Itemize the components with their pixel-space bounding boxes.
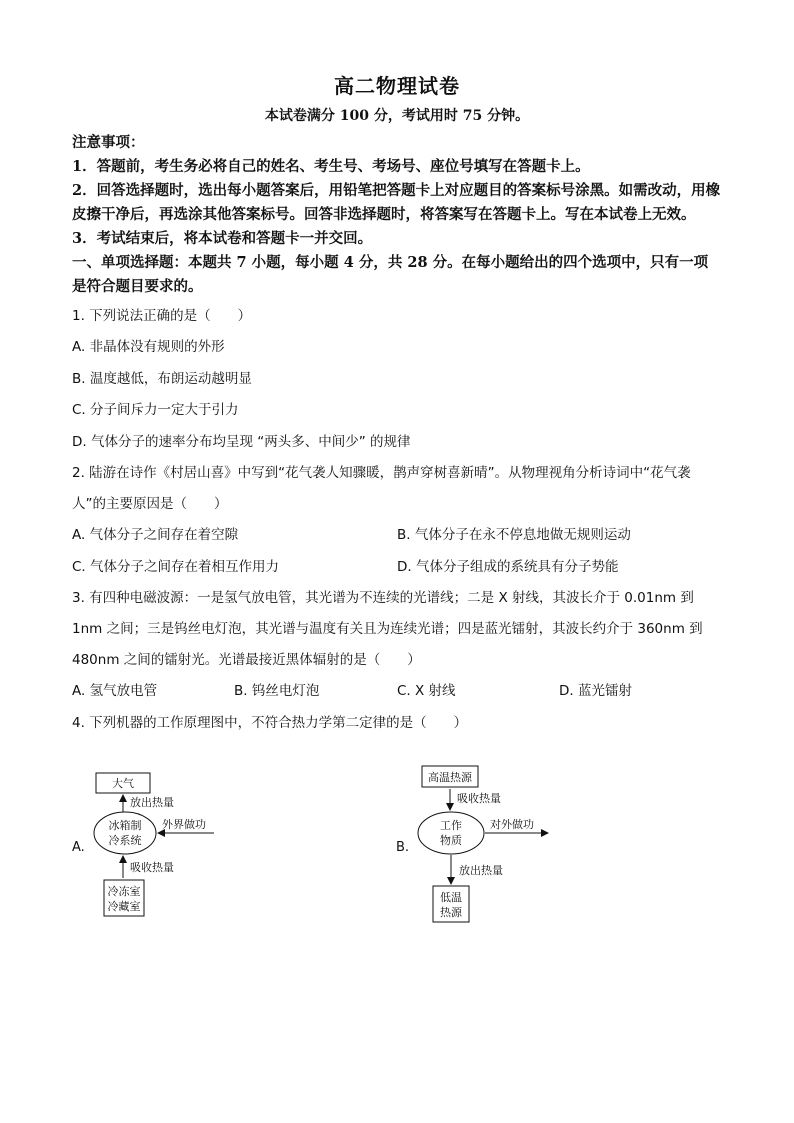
diagram-a-freezer-line1: 冷冻室 [107,885,141,898]
question-3-option-c[interactable]: C. X 射线 [397,683,456,699]
question-2-options-row-1 [72,520,722,552]
question-3-option-a[interactable]: A. 氢气放电管 [72,683,158,699]
question-3-options-row [72,676,722,708]
diagram-b-release-heat-text: 放出热量 [459,864,503,877]
diagram-b-label: B. [396,840,410,855]
diagram-a-work-text: 外界做功 [162,818,206,831]
section-heading: 一、单项选择题：本题共 7 小题，每小题 4 分，共 28 分。在每小题给出的四个选项中，只有一项是符合题目要求的。 [72,254,709,295]
question-2-option-a[interactable]: A. 气体分子之间存在着空隙 [72,527,239,543]
diagram-a-freezer-line2: 冷藏室 [107,900,141,913]
question-4-diagrams [0,760,794,960]
question-2-option-b[interactable]: B. 气体分子在永不停息地做无规则运动 [397,527,631,543]
diagram-b-working-substance-line1: 工作 [440,819,462,832]
notice-item: 1．答题前，考生务必将自己的姓名、考生号、考场号、座位号填写在答题卡上。 [72,158,590,175]
diagram-b[interactable] [396,766,548,922]
question-3-option-d[interactable]: D. 蓝光镭射 [559,683,632,699]
diagram-a-system-line2: 冷系统 [108,834,142,847]
question-2-option-c[interactable]: C. 气体分子之间存在着相互作用力 [72,558,280,575]
diagram-a-atmosphere-text: 大气 [112,777,134,790]
question-3-option-b[interactable]: B. 钨丝电灯泡 [234,683,320,699]
diagram-b-absorb-heat-text: 吸收热量 [457,792,501,805]
diagram-a-system-line1: 冰箱制 [108,819,142,832]
question-4-stem: 4. 下列机器的工作原理图中，不符合热力学第二定律的是（ ） [72,714,468,731]
question-1-stem: 1. 下列说法正确的是（ ） [72,308,252,324]
diagram-b-hot-source-text: 高温热源 [428,771,472,784]
exam-page [72,70,722,739]
diagram-b-working-substance-line2: 物质 [440,834,462,847]
diagram-b-work-text: 对外做功 [490,818,534,831]
notice-item: 3．考试结束后，将本试卷和答题卡一并交回。 [72,230,373,247]
question-1-option-a[interactable]: A. 非晶体没有规则的外形 [72,339,225,355]
notice-item: 2．回答选择题时，选出每小题答案后，用铅笔把答题卡上对应题目的答案标号涂黑。如需改动，用橡皮擦干净后，再选涂其他答案标号。回答非选择题时，将答案写在答题卡上。写在本试卷上无效。 [72,182,721,223]
question-2-stem: 2. 陆游在诗作《村居山喜》中写到“花气袭人知骤暖，鹊声穿树喜新晴”。从物理视角分析诗词中“花气袭人”的主要原因是（ ） [72,465,691,512]
question-1-option-d[interactable]: D. 气体分子的速率分布均呈现 “两头多、中间少” 的规律 [72,433,411,450]
diagram-a-absorb-heat-text: 吸收热量 [130,861,174,874]
page-title: 高二物理试卷 [334,74,460,98]
notice-heading: 注意事项： [72,134,145,151]
diagram-b-cold-source-line2: 热源 [440,906,462,919]
exam-info: 本试卷满分 100 分，考试用时 75 分钟。 [264,108,530,124]
diagram-b-cold-source-line1: 低温 [440,891,462,904]
question-1-option-c[interactable]: C. 分子间斥力一定大于引力 [72,402,239,418]
question-3-stem: 3. 有四种电磁波源：一是氢气放电管，其光谱为不连续的光谱线；二是 X 射线，其波长介于 0.01nm 到 1nm 之间；三是钨丝电灯泡，其光谱与温度有关且为连续光谱；四是蓝光镭射，其波长约介于 360nm 到 480nm 之间的镭射光。光谱最接近黑体辐射的是（ ） [72,590,703,668]
diagram-a-label: A. [72,840,85,855]
question-1-option-b[interactable]: B. 温度越低，布朗运动越明显 [72,370,252,387]
diagram-a-release-heat-text: 放出热量 [130,796,174,809]
diagram-a[interactable] [72,773,214,916]
question-2-options-row-2 [72,552,722,584]
question-2-option-d[interactable]: D. 气体分子组成的系统具有分子势能 [397,558,619,575]
